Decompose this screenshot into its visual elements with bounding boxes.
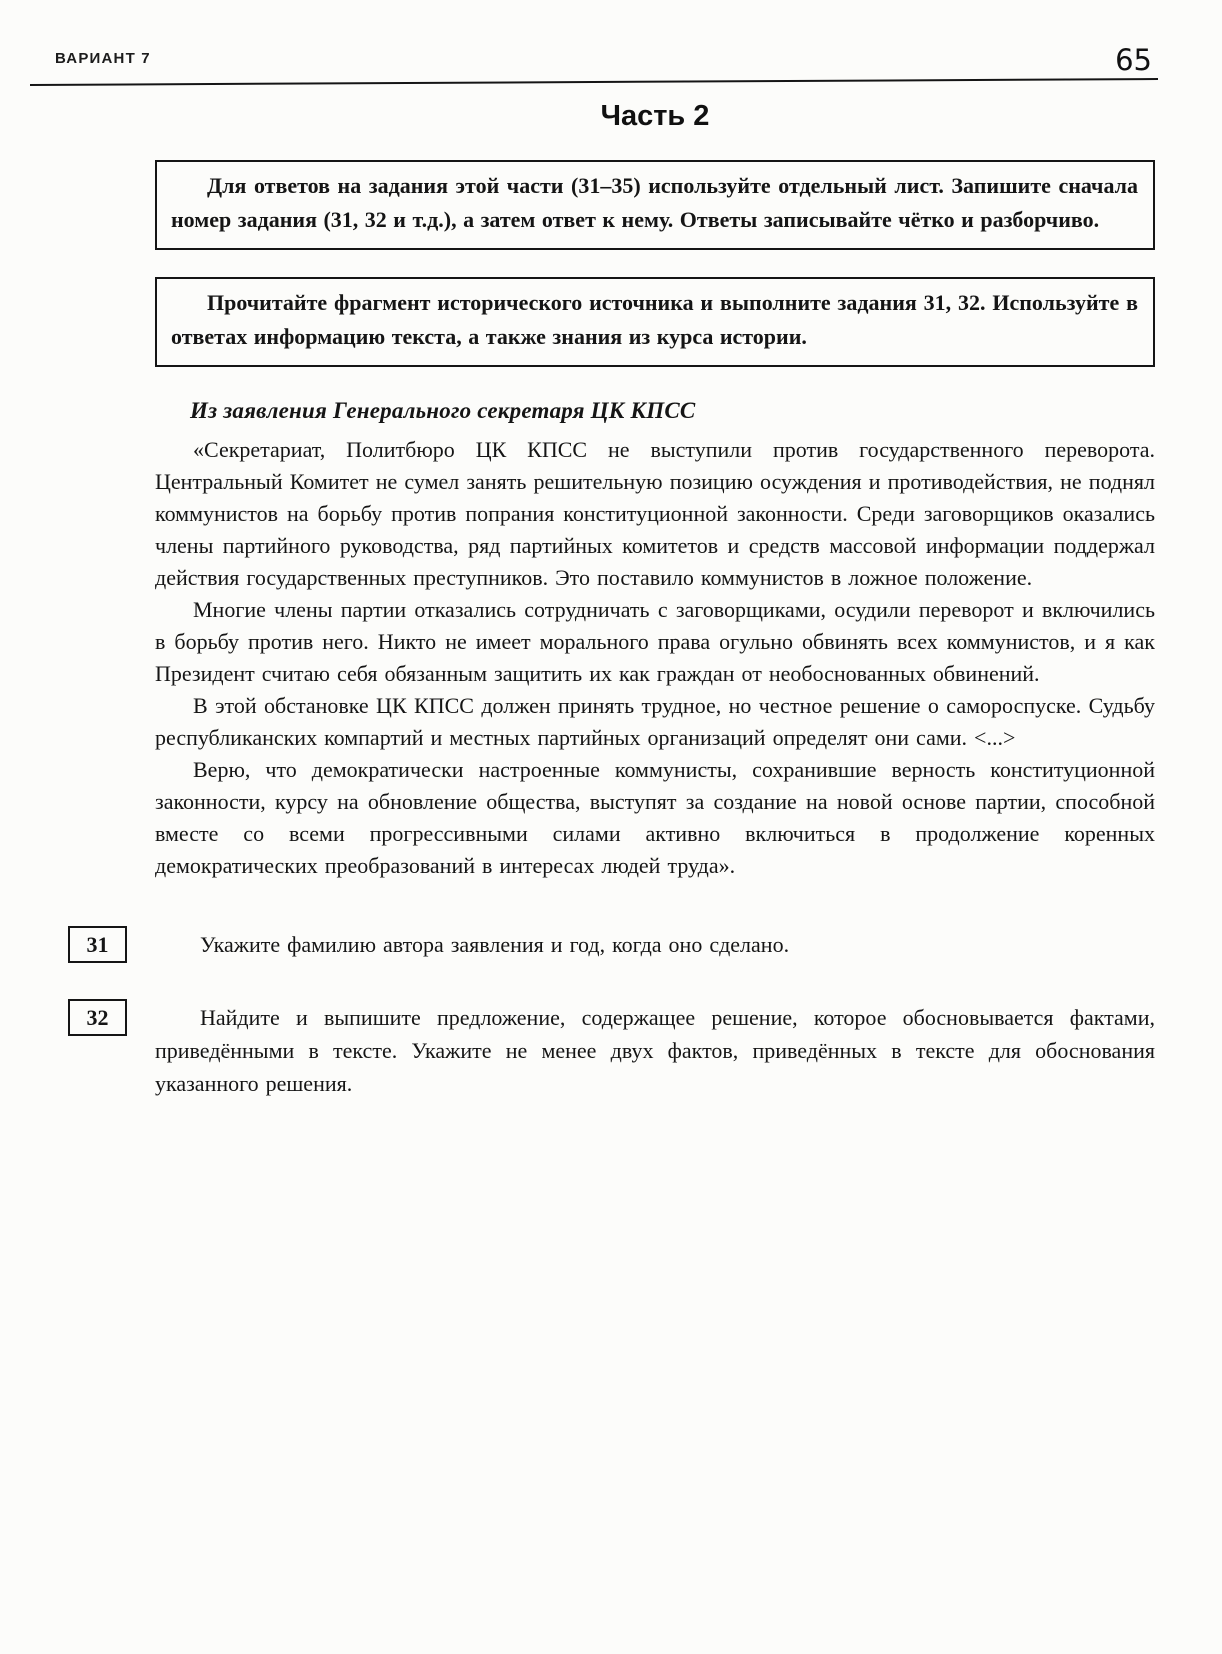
source-heading: Из заявления Генерального секретаря ЦК КПСС xyxy=(190,398,696,423)
question-31-number-box: 31 xyxy=(68,926,127,963)
header-rule xyxy=(30,78,1158,86)
question-32 xyxy=(86,1001,1155,1100)
page-content xyxy=(0,100,1222,1100)
question-31-text: Укажите фамилию автора заявления и год, когда оно сделано. xyxy=(200,932,790,957)
variant-label: ВАРИАНТ 7 xyxy=(55,50,151,67)
question-31 xyxy=(86,928,1155,961)
source-paragraph: Верю, что демократически настроенные коммунисты, сохранившие верность конституционной законности, курсу на обновление общества, выступят за создание на новой основе партии, способной вместе со всеми прогрессивными силами активно включиться в продолжение коренных демократических преобразований в интересах людей труда». xyxy=(155,757,1155,878)
source-paragraph: «Секретариат, Политбюро ЦК КПСС не выступили против государственного переворота. Центральный Комитет не сумел занять решительную позицию осуждения и противодействия, не поднял коммунистов на борьбу против попрания конституционной законности. Среди заговорщиков оказались члены партийного руководства, ряд партийных комитетов и средств массовой информации поддержал действия государственных преступников. Это поставило коммунистов в ложное положение. xyxy=(155,437,1155,590)
page-header xyxy=(0,0,1222,75)
source-paragraph: Многие члены партии отказались сотрудничать с заговорщиками, осудили переворот и включились в борьбу против него. Никто не имеет морального права огульно обвинять всех коммунистов, и я как Президент считаю себя обязанным защитить их как граждан от необоснованных обвинений. xyxy=(155,597,1155,686)
source-text xyxy=(155,434,1155,882)
question-32-text: Найдите и выпишите предложение, содержащее решение, которое обосновывается фактами, приведёнными в тексте. Укажите не менее двух фактов, приведённых в тексте для обоснования указанного решения. xyxy=(155,1005,1155,1096)
source-paragraph: В этой обстановке ЦК КПСС должен принять трудное, но честное решение о самороспуске. Судьбу республиканских компартий и местных партийных организаций определят они сами. <...> xyxy=(155,693,1155,750)
source-instruction-box: Прочитайте фрагмент исторического источника и выполните задания 31, 32. Используйте в ответах информацию текста, а также знания из курса истории. xyxy=(155,277,1155,367)
answer-sheet-instruction-box: Для ответов на задания этой части (31–35) используйте отдельный лист. Запишите сначала номер задания (31, 32 и т.д.), а затем ответ к нему. Ответы записывайте чётко и разборчиво. xyxy=(155,160,1155,250)
page-number: 65 xyxy=(1115,43,1152,77)
section-title: Часть 2 xyxy=(600,100,710,132)
question-32-number-box: 32 xyxy=(68,999,127,1036)
